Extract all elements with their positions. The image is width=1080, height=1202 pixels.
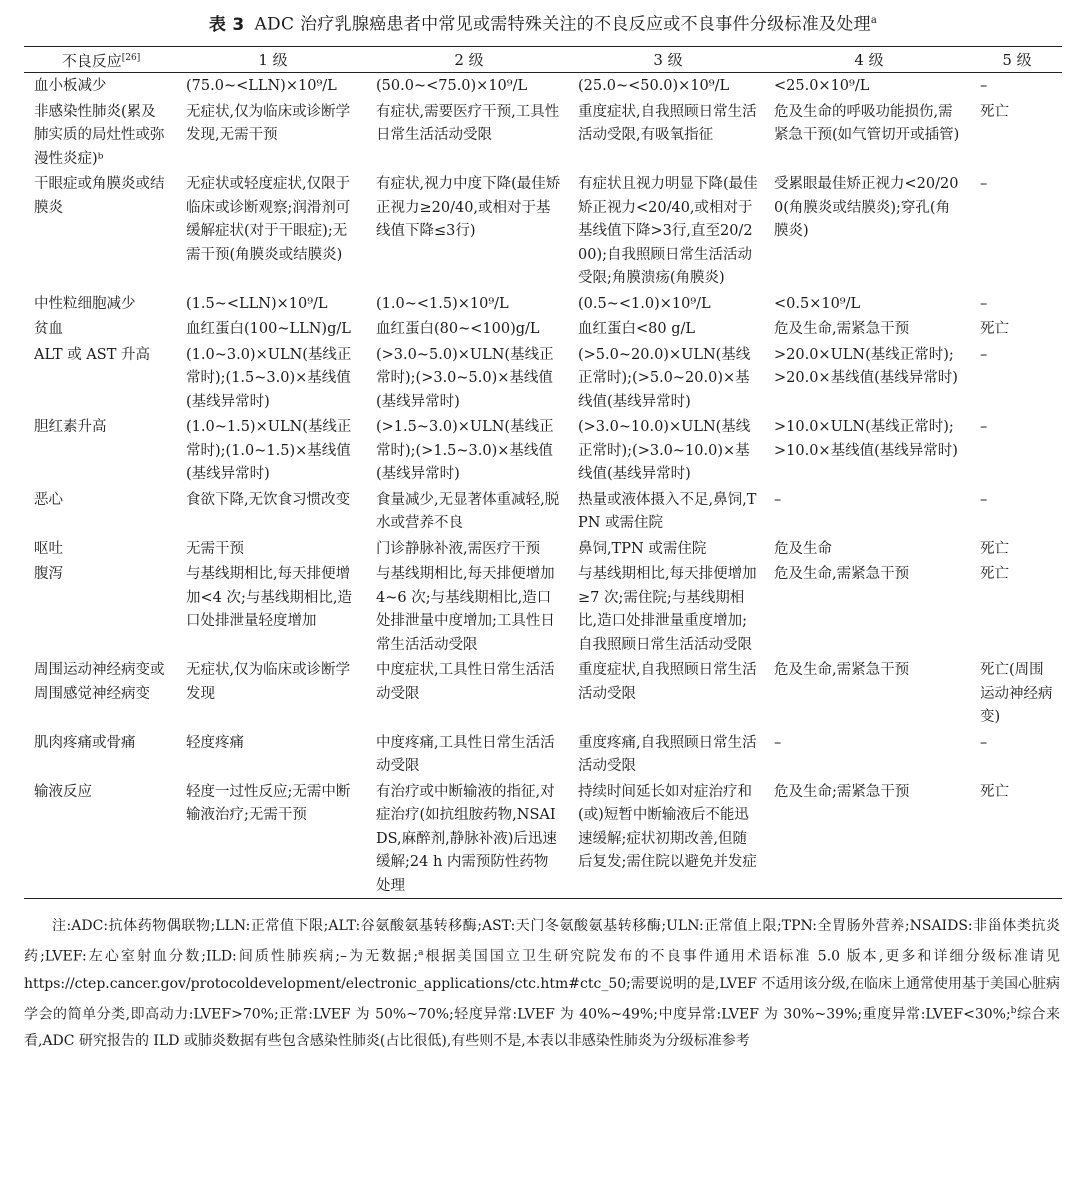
grade-5-cell: – <box>980 734 988 751</box>
header-cell <box>766 47 972 73</box>
adverse-event-name: 血小板减少 <box>34 78 107 94</box>
grade-5-cell: 死亡 <box>972 779 1062 899</box>
table-row <box>24 779 1062 899</box>
grade-5-cell: 死亡 <box>980 321 1009 337</box>
adverse-event-name: ALT 或 AST 升高 <box>34 346 150 363</box>
grade-1-cell: 轻度疼痛 <box>186 734 244 751</box>
grade-3-cell: (25.0~<50.0)×10⁹/L <box>578 78 730 94</box>
grade-5-cell: – <box>980 78 988 94</box>
grade-2-cell: 血红蛋白(80~<100)g/L <box>376 321 540 337</box>
footnote-marker-b: b <box>1010 1005 1017 1016</box>
grade-2-cell: 与基线期相比,每天排便增加 4~6 次;与基线期相比,造口处排泄量中度增加;工具性日常生活活动受限 <box>376 566 555 653</box>
grade-1-cell: 无症状,仅为临床或诊断学发现,无需干预 <box>186 103 351 143</box>
table-row <box>24 291 1062 317</box>
table-row <box>24 730 1062 779</box>
grade-5-cell: – <box>980 295 988 312</box>
grade-1-cell: 与基线期相比,每天排便增加<4 次;与基线期相比,造口处排泄量轻度增加 <box>186 566 352 629</box>
grade-3-cell: 鼻饲,TPN 或需住院 <box>578 540 707 557</box>
header-row <box>24 47 1062 73</box>
grade-5-cell: – <box>980 346 988 363</box>
table-header <box>24 47 1062 73</box>
grade-4-cell: – <box>774 491 782 508</box>
table-row <box>24 73 1062 99</box>
table-row <box>24 536 1062 562</box>
grade-1-cell: (1.5~<LLN)×10⁹/L <box>186 295 328 312</box>
table-caption: ADC 治疗乳腺癌患者中常见或需特殊关注的不良反应或不良事件分级标准及处理 <box>254 14 871 35</box>
header-label: 不良反应 <box>61 52 122 70</box>
adverse-event-name: 非感染性肺炎(累及肺实质的局灶性或弥漫性炎症)ᵇ <box>34 103 165 167</box>
header-cell <box>368 47 570 73</box>
grade-5-cell: 死亡 <box>980 566 1009 582</box>
grade-1-cell: 无症状或轻度症状,仅限于临床或诊断观察;润滑剂可缓解症状(对于干眼症);无需干预(角膜炎或结膜炎) <box>186 176 351 263</box>
grade-4-cell: <25.0×10⁹/L <box>774 78 870 94</box>
adverse-event-name: 恶心 <box>34 491 63 508</box>
header-cell <box>178 47 368 73</box>
grade-3-cell: 持续时间延长如对症治疗和(或)短暂中断输液后不能迅速缓解;症状初期改善,但随后复发;需住院以避免并发症 <box>570 779 766 899</box>
title-footnote-marker: a <box>870 15 878 26</box>
grade-1-cell: 食欲下降,无饮食习惯改变 <box>186 491 351 508</box>
grade-1-cell: 血红蛋白(100~LLN)g/L <box>186 321 351 337</box>
grade-2-cell: (1.0~<1.5)×10⁹/L <box>376 295 509 312</box>
grade-5-cell: – <box>980 491 988 508</box>
grade-3-cell: 血红蛋白<80 g/L <box>578 321 696 337</box>
grade-2-cell: 有治疗或中断输液的指征,对症治疗(如抗组胺药物,NSAIDS,麻醉剂,静脉补液)后迅速缓解;24 h 内需预防性药物处理 <box>368 779 570 899</box>
grade-1-cell: 无需干预 <box>186 540 244 557</box>
grade-2-cell: (>1.5~3.0)×ULN(基线正常时);(>1.5~3.0)×基线值(基线异常时) <box>376 419 554 482</box>
header-cell <box>24 47 178 73</box>
grade-5-cell: 死亡 <box>980 540 1009 557</box>
grade-1-cell: 无症状,仅为临床或诊断学发现 <box>186 662 351 702</box>
grade-4-cell: 危及生命,需紧急干预 <box>774 566 910 582</box>
header-cell <box>972 47 1062 73</box>
grade-2-cell: 门诊静脉补液,需医疗干预 <box>376 540 541 557</box>
grade-4-cell: 危及生命的呼吸功能损伤,需紧急干预(如气管切开或插管) <box>774 103 960 143</box>
footnote-b-text: 综合来看,ADC 研究报告的 ILD 或肺炎数据有些包含感染性肺炎(占比很低),有些则不是,本表以非感染性肺炎为分级标准参考 <box>24 1006 1061 1050</box>
grade-4-cell: 危及生命 <box>774 540 832 557</box>
grade-2-cell: (50.0~<75.0)×10⁹/L <box>376 78 528 94</box>
grade-5-cell: 死亡 <box>980 103 1009 120</box>
header-cell <box>570 47 766 73</box>
grade-1-cell: (1.0~3.0)×ULN(基线正常时);(1.5~3.0)×基线值(基线异常时) <box>186 346 352 410</box>
grade-5-cell: – <box>980 419 988 435</box>
grade-5-cell: 死亡(周围运动神经病变) <box>980 662 1053 725</box>
grade-4-cell: 受累眼最佳矫正视力<20/200(角膜炎或结膜炎);穿孔(角膜炎) <box>774 176 959 239</box>
grade-2-cell: 有症状,视力中度下降(最佳矫正视力≥20/40,或相对于基线值下降≤3行) <box>376 176 561 239</box>
header-label: 4 级 <box>854 50 884 69</box>
grade-2-cell: (>3.0~5.0)×ULN(基线正常时);(>3.0~5.0)×基线值(基线异常时) <box>376 346 554 410</box>
grade-3-cell: 有症状且视力明显下降(最佳矫正视力<20/40,或相对于基线值下降>3行,直至20/200);自我照顾日常生活活动受限;角膜溃疡(角膜炎) <box>578 176 758 286</box>
footnote-abbreviations: 注:ADC:抗体药物偶联物;LLN:正常值下限;ALT:谷氨酸氨基转移酶;AST:天门冬氨酸氨基转移酶;ULN:正常值上限;TPN:全胃肠外营养;NSAIDS:非甾体类抗炎药;LVEF:左心室射血分数;ILD:间质性肺疾病;–为无数据; <box>24 918 1060 965</box>
grade-2-cell: 中度疼痛,工具性日常生活活动受限 <box>376 734 555 774</box>
table-row <box>24 171 1062 291</box>
adverse-event-name: 中性粒细胞减少 <box>34 295 136 312</box>
header-label: 5 级 <box>1002 50 1032 69</box>
grade-4-cell: 危及生命;需紧急干预 <box>766 779 972 899</box>
table-number: 表 3 <box>208 14 245 35</box>
grade-4-cell: <0.5×10⁹/L <box>774 295 861 312</box>
grade-5-cell: – <box>980 176 988 192</box>
table-row <box>24 561 1062 657</box>
grade-3-cell: 重度疼痛,自我照顾日常生活活动受限 <box>578 734 757 774</box>
grade-2-cell: 食量减少,无显著体重减轻,脱水或营养不良 <box>376 491 560 531</box>
grade-4-cell: >10.0×ULN(基线正常时);>10.0×基线值(基线异常时) <box>774 419 958 459</box>
adverse-event-name: 周围运动神经病变或周围感觉神经病变 <box>34 662 165 702</box>
footnote-marker-a: a <box>418 948 424 958</box>
header-label: 1 级 <box>258 50 288 69</box>
table-row <box>24 316 1062 342</box>
grade-4-cell: – <box>774 734 782 751</box>
table-title <box>24 8 1062 38</box>
grade-3-cell: (>5.0~20.0)×ULN(基线正常时);(>5.0~20.0)×基线值(基线异常时) <box>578 346 751 410</box>
grade-4-cell: 危及生命,需紧急干预 <box>774 321 910 337</box>
grade-4-cell: 危及生命,需紧急干预 <box>774 662 910 678</box>
grade-3-cell: 与基线期相比,每天排便增加≥7 次;需住院;与基线期相比,造口处排泄量重度增加;自我照顾日常生活活动受限 <box>578 566 757 653</box>
grade-4-cell: >20.0×ULN(基线正常时);>20.0×基线值(基线异常时) <box>774 346 958 386</box>
adverse-event-name: 干眼症或角膜炎或结膜炎 <box>34 176 165 216</box>
adverse-event-name: 肌肉疼痛或骨痛 <box>34 734 136 751</box>
grade-2-cell: 中度症状,工具性日常生活活动受限 <box>376 662 555 702</box>
grade-3-cell: 重度症状,自我照顾日常生活活动受限,有吸氧指征 <box>578 103 757 143</box>
adverse-event-name: 呕吐 <box>34 540 63 557</box>
adverse-event-name: 腹泻 <box>34 566 63 582</box>
header-label: 2 级 <box>454 50 484 69</box>
header-label: 3 级 <box>653 50 683 69</box>
grade-3-cell: 重度症状,自我照顾日常生活活动受限 <box>578 662 757 702</box>
adverse-event-name: 输液反应 <box>24 779 178 899</box>
grade-3-cell: (>3.0~10.0)×ULN(基线正常时);(>3.0~10.0)×基线值(基线异常时) <box>578 419 751 482</box>
header-citation: [26] <box>121 53 141 63</box>
table-row <box>24 414 1062 487</box>
grade-2-cell: 有症状,需要医疗干预,工具性日常生活活动受限 <box>376 103 560 143</box>
table-body <box>24 73 1062 899</box>
footnote-a-text: 根据美国国立卫生研究院发布的不良事件通用术语标准 5.0 版本,更多和详细分级标准请见 https://ctep.cancer.gov/protocoldevelopment/electronic_applications/ctc.htm#ctc_50;需要说明的是,LVEF 不适用该分级,在临床上通常使用基于美国心脏病学会的简单分类,即高动力:LVEF>70%;正常:LVEF 为 50%~70%;轻度异常:LVEF 为 40%~49%;中度异常:LVEF 为 30%~39%;重度异常:LVEF<30%; <box>24 948 1060 1023</box>
grade-3-cell: 热量或液体摄入不足,鼻饲,TPN 或需住院 <box>578 491 757 531</box>
grade-1-cell: 轻度一过性反应;无需中断输液治疗;无需干预 <box>178 779 368 899</box>
adverse-events-table <box>24 46 1062 899</box>
table-row <box>24 487 1062 536</box>
adverse-event-name: 贫血 <box>34 321 63 337</box>
grade-1-cell: (75.0~<LLN)×10⁹/L <box>186 78 337 94</box>
table-row <box>24 657 1062 730</box>
grade-3-cell: (0.5~<1.0)×10⁹/L <box>578 295 711 312</box>
table-row <box>24 99 1062 172</box>
table-row <box>24 342 1062 415</box>
grade-1-cell: (1.0~1.5)×ULN(基线正常时);(1.0~1.5)×基线值(基线异常时) <box>186 419 352 482</box>
adverse-event-name: 胆红素升高 <box>34 419 107 435</box>
table-footnote <box>24 913 1062 1055</box>
